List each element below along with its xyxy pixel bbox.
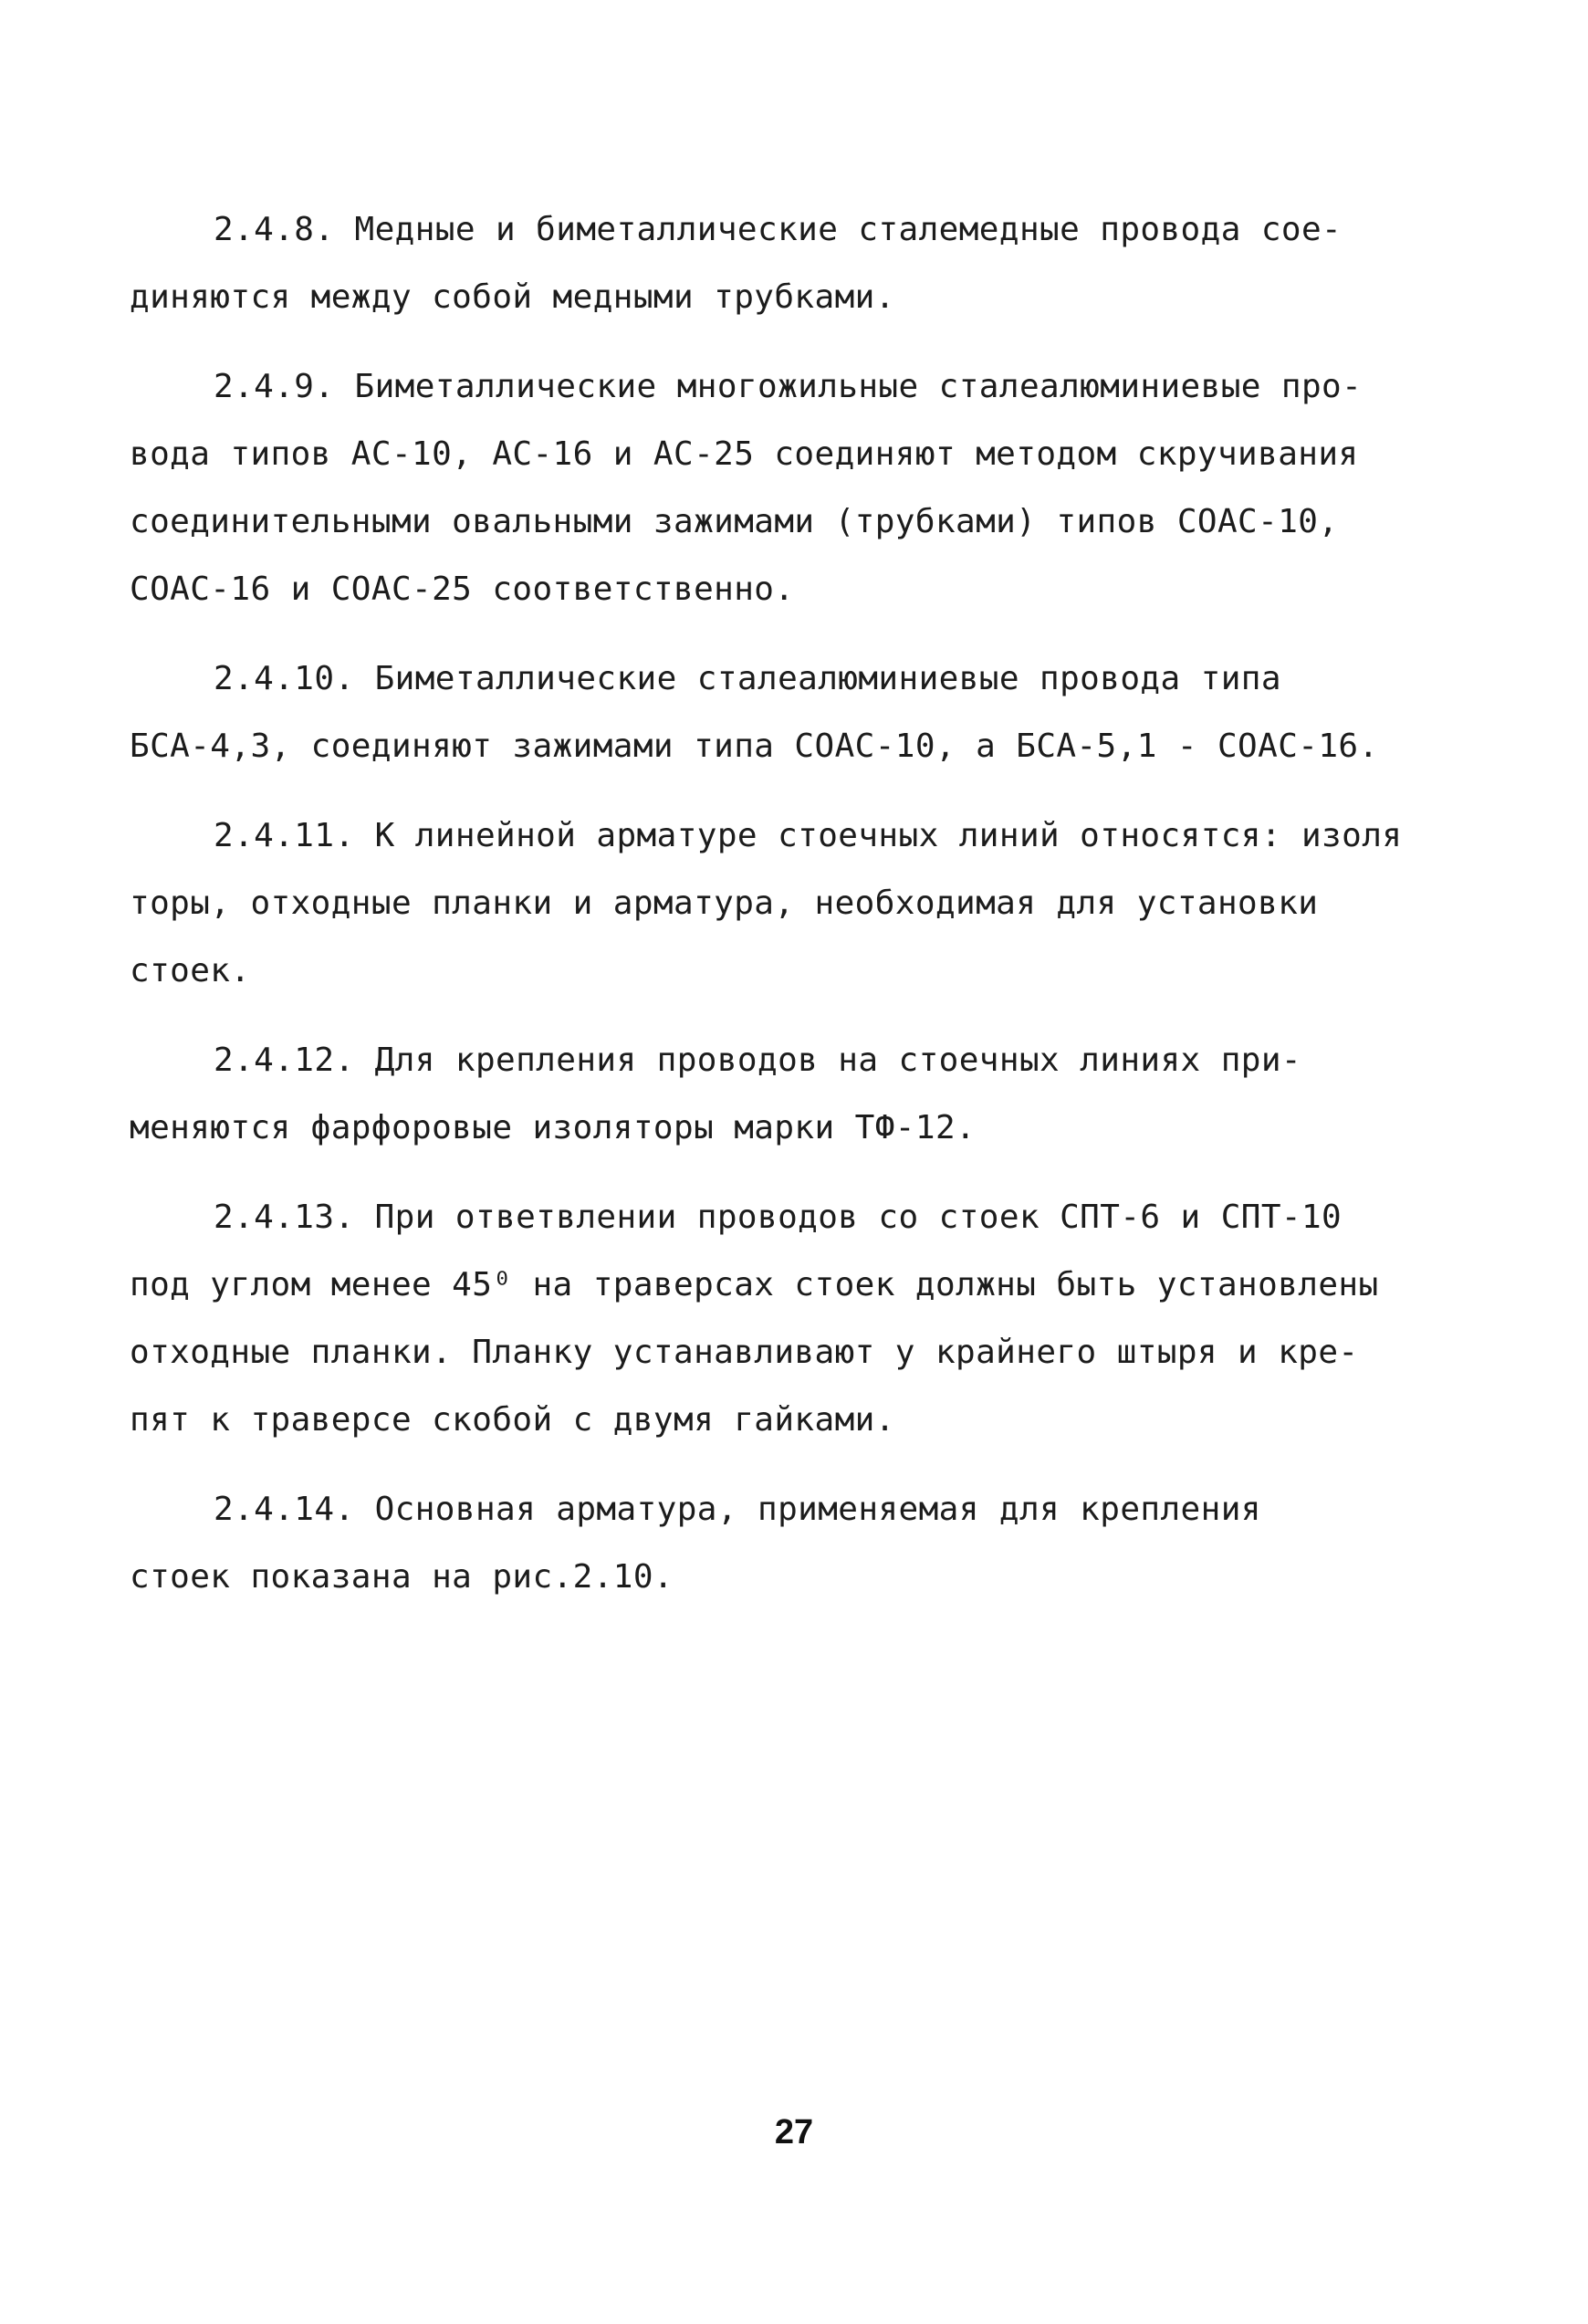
paragraph-2-4-9 [130, 353, 1363, 623]
text-line: диняются между собой медными трубками. [130, 278, 895, 316]
text-line: торы, отходные планки и арматура, необходимая для установки [130, 885, 1319, 922]
paragraph-2-4-8 [130, 196, 1343, 331]
page-number: 27 [774, 2113, 814, 2151]
paragraph-2-4-11 [130, 802, 1403, 1005]
text-line: вода типов АС-10, АС-16 и АС-25 соединяют методом скручивания [130, 435, 1359, 473]
paragraph-2-4-10 [130, 645, 1379, 780]
text-line: 2.4.11. К линейной арматуре стоечных линий относятся: изоля [214, 817, 1403, 854]
paragraph-2-4-13 [130, 1184, 1379, 1454]
text-line: 2.4.8. Медные и биметаллические сталемедные провода сое- [214, 211, 1342, 248]
text-line: стоек. [130, 952, 251, 989]
paragraph-2-4-14 [130, 1476, 1343, 1611]
text-line: стоек показана на рис.2.10. [130, 1558, 674, 1596]
text-line: 2.4.10. Биметаллические сталеалюминиевые провода типа [214, 660, 1281, 697]
text-line: пят к траверсе скобой с двумя гайками. [130, 1401, 895, 1439]
text-line: 2.4.12. Для крепления проводов на стоечных линиях при- [214, 1042, 1301, 1079]
text-line: 2.4.9. Биметаллические многожильные сталеалюминиевые про- [214, 368, 1363, 405]
text-line: СОАС-16 и СОАС-25 соответственно. [130, 571, 795, 608]
body-text [130, 196, 1403, 1633]
text-line: БСА-4,3, соединяют зажимами типа СОАС-10, а БСА-5,1 - СОАС-16. [130, 728, 1379, 765]
text-line: под углом менее 45⁰ на траверсах стоек должны быть установлены [130, 1266, 1379, 1303]
text-line: 2.4.14. Основная арматура, применяемая для крепления [214, 1491, 1261, 1528]
text-line: соединительными овальными зажимами (трубками) типов СОАС-10, [130, 503, 1339, 540]
text-line: меняются фарфоровые изоляторы марки ТФ-12. [130, 1109, 977, 1146]
text-line: 2.4.13. При ответвлении проводов со стоек СПТ-6 и СПТ-10 [214, 1199, 1342, 1236]
text-line: отходные планки. Планку устанавливают у крайнего штыря и кре- [130, 1334, 1359, 1371]
paragraph-2-4-12 [130, 1027, 1343, 1162]
